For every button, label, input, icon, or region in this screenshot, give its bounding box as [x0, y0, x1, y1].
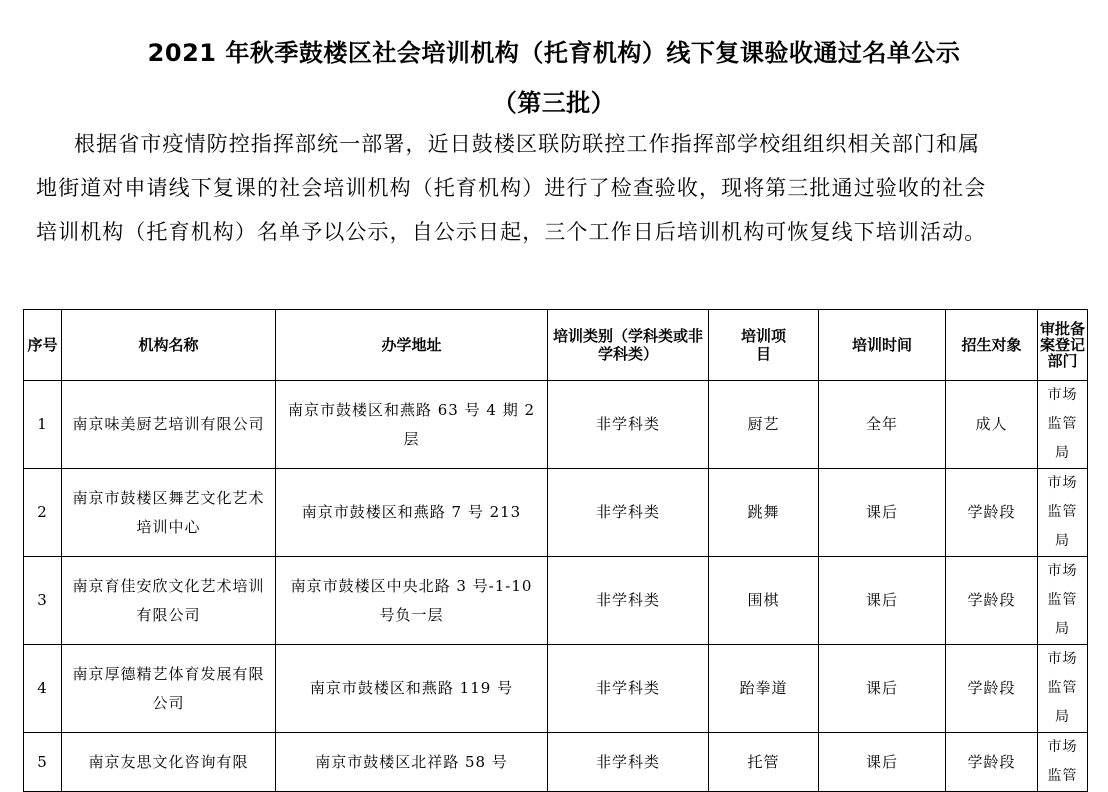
header-target: 招生对象 [946, 310, 1038, 381]
table-row [24, 557, 1088, 645]
cell-seq: 3 [24, 557, 62, 645]
table-row [24, 469, 1088, 557]
header-address: 办学地址 [276, 310, 548, 381]
cell-seq: 1 [24, 381, 62, 469]
notice-title: 2021 年秋季鼓楼区社会培训机构（托育机构）线下复课验收通过名单公示 [147, 39, 961, 67]
table-row [24, 645, 1088, 733]
cell-project: 围棋 [709, 557, 819, 645]
notice-subtitle: （第三批） [492, 89, 616, 117]
cell-category: 非学科类 [548, 645, 709, 733]
cell-target: 成人 [946, 381, 1038, 469]
header-name: 机构名称 [62, 310, 276, 381]
cell-time: 全年 [819, 381, 946, 469]
cell-address: 南京市鼓楼区和燕路 63 号 4 期 2 层 [276, 381, 548, 469]
cell-target: 学龄段 [946, 645, 1038, 733]
cell-name: 南京厚德精艺体育发展有限公司 [62, 645, 276, 733]
cell-category: 非学科类 [548, 469, 709, 557]
cell-address: 南京市鼓楼区中央北路 3 号-1-10 号负一层 [276, 557, 548, 645]
cell-name: 南京市鼓楼区舞艺文化艺术培训中心 [62, 469, 276, 557]
approved-list-table [23, 309, 1088, 792]
cell-name: 南京味美厨艺培训有限公司 [62, 381, 276, 469]
cell-dept: 市场监管 [1038, 733, 1088, 792]
cell-target: 学龄段 [946, 733, 1038, 792]
header-seq: 序号 [24, 310, 62, 381]
cell-time: 课后 [819, 557, 946, 645]
cell-dept: 市场监管局 [1038, 557, 1088, 645]
cell-address: 南京市鼓楼区和燕路 119 号 [276, 645, 548, 733]
cell-dept: 市场监管局 [1038, 381, 1088, 469]
cell-category: 非学科类 [548, 557, 709, 645]
cell-dept: 市场监管局 [1038, 645, 1088, 733]
cell-category: 非学科类 [548, 733, 709, 792]
cell-seq: 4 [24, 645, 62, 733]
table-header-row [24, 310, 1088, 381]
intro-line-3: 培训机构（托育机构）名单予以公示，自公示日起，三个工作日后培训机构可恢复线下培训活动。 [36, 220, 987, 244]
table-row [24, 733, 1088, 792]
cell-project: 托管 [709, 733, 819, 792]
table-row [24, 381, 1088, 469]
cell-target: 学龄段 [946, 557, 1038, 645]
header-time: 培训时间 [819, 310, 946, 381]
cell-category: 非学科类 [548, 381, 709, 469]
cell-target: 学龄段 [946, 469, 1038, 557]
cell-project: 跆拳道 [709, 645, 819, 733]
header-category: 培训类别（学科类或非学科类） [548, 310, 709, 381]
cell-seq: 5 [24, 733, 62, 792]
cell-time: 课后 [819, 469, 946, 557]
intro-line-2: 地街道对申请线下复课的社会培训机构（托育机构）进行了检查验收，现将第三批通过验收的社会 [36, 176, 987, 200]
cell-time: 课后 [819, 645, 946, 733]
header-dept: 审批备案登记部门 [1038, 310, 1088, 381]
cell-time: 课后 [819, 733, 946, 792]
cell-project: 跳舞 [709, 469, 819, 557]
cell-name: 南京友思文化咨询有限 [62, 733, 276, 792]
cell-address: 南京市鼓楼区北祥路 58 号 [276, 733, 548, 792]
header-project: 培训项目 [709, 310, 819, 381]
cell-dept: 市场监管局 [1038, 469, 1088, 557]
intro-line-1: 根据省市疫情防控指挥部统一部署，近日鼓楼区联防联控工作指挥部学校组组织相关部门和属 [74, 132, 981, 156]
cell-project: 厨艺 [709, 381, 819, 469]
cell-address: 南京市鼓楼区和燕路 7 号 213 [276, 469, 548, 557]
cell-name: 南京育佳安欣文化艺术培训有限公司 [62, 557, 276, 645]
cell-seq: 2 [24, 469, 62, 557]
